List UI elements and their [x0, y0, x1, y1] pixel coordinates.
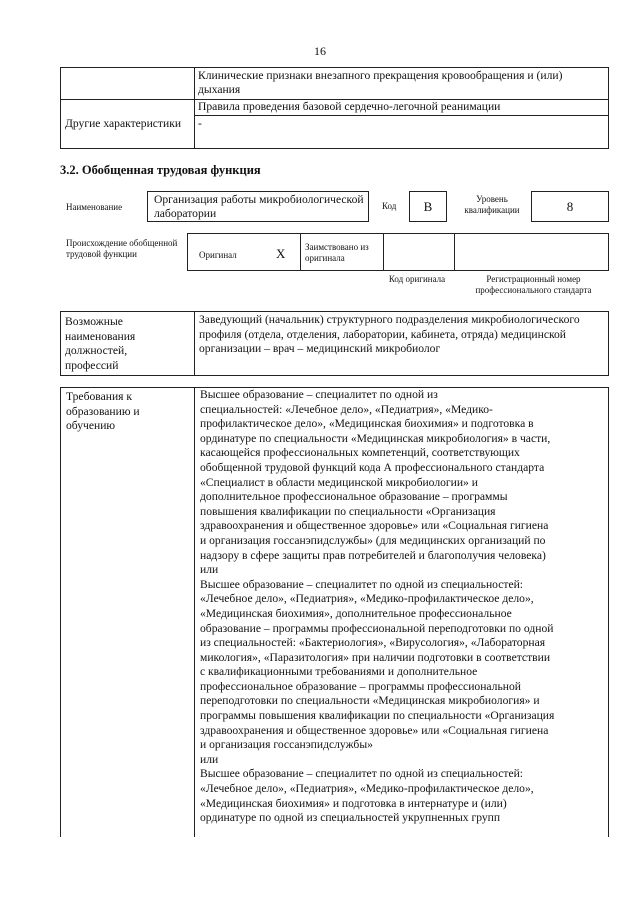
positions-label: Возможные наименования должностей, профессий — [65, 315, 136, 372]
borrowed-label: Заимствовано из оригинала — [305, 242, 369, 263]
education-line: здравоохранения и общественное здоровье» или «Социальная гигиена — [200, 723, 549, 737]
education-line: обобщенной трудовой функций кода А профессионального стандарта — [200, 460, 545, 474]
education-line: «Лечебное дело», «Педиатрия», «Медико-профилактическое дело», — [200, 782, 534, 796]
education-line: повышения квалификации по специальности «Организация — [200, 504, 496, 518]
education-line: Высшее образование – специалитет по одной из — [200, 388, 438, 401]
education-line: или — [200, 752, 219, 766]
origin-label: Происхождение обобщенной трудовой функции — [66, 238, 178, 259]
section-title: 3.2. Обобщенная трудовая функция — [60, 163, 261, 177]
level-label: Уровень квалификации — [464, 194, 520, 215]
education-line: образование – программы профессиональной переподготовки по одной — [200, 621, 554, 635]
page-number: 16 — [314, 44, 326, 58]
education-line: ординатуре по специальности «Медицинская микробиология» в части, — [200, 431, 551, 445]
education-line: Высшее образование – специалитет по одной из специальностей: — [200, 577, 524, 591]
education-line: дополнительное профессиональное образование – программы — [200, 490, 508, 504]
education-line: «Медицинская биохимия» и подготовка в интернатуре и (или) — [200, 796, 507, 810]
education-label: Требования к образованию и обучению — [66, 390, 140, 432]
original-mark: X — [276, 246, 286, 261]
education-line: или — [200, 563, 219, 577]
education-text — [200, 388, 606, 826]
education-line: ординатуре по одной из специальностей укрупненных групп — [200, 811, 501, 825]
education-line: микология», «Паразитология» при наличии подготовки в соответствии — [200, 650, 551, 664]
code-label: Код — [382, 201, 397, 211]
top-table-row2: Правила проведения базовой сердечно-легочной реанимации — [198, 100, 501, 113]
other-characteristics-value: - — [198, 117, 202, 130]
top-table-row1: Клинические признаки внезапного прекращения кровообращения и (или) дыхания — [198, 69, 563, 96]
code-original-caption: Код оригинала — [388, 274, 446, 284]
education-line: «Специалист в области медицинской микробиологии» и — [200, 475, 478, 489]
other-characteristics-label: Другие характеристики — [65, 117, 182, 130]
top-table — [60, 67, 609, 149]
name-value: Организация работы микробиологической лаборатории — [147, 191, 369, 222]
positions-value: Заведующий (начальник) структурного подразделения микробиологического профиля (отдела, отделения, лаборатории, кабинета, отряда) медицинской организации – врач – медицинский микробиолог — [199, 313, 580, 355]
education-line: специальностей: «Лечебное дело», «Педиатрия», «Медико- — [200, 402, 493, 416]
reg-number-caption: Регистрационный номер профессионального стандарта — [475, 274, 592, 295]
education-table — [60, 387, 609, 837]
positions-table — [60, 311, 609, 376]
original-label: Оригинал — [199, 250, 237, 260]
education-line: здравоохранения и общественное здоровье» или «Социальная гигиена — [200, 519, 549, 533]
education-line: профилактическое дело», «Медицинская биохимия» и подготовка в — [200, 417, 534, 431]
education-line: «Медицинская биохимия», дополнительное профессиональное — [200, 606, 512, 620]
code-value: B — [409, 191, 447, 222]
education-line: из специальностей: «Бактериология», «Вирусология», «Лабораторная — [200, 636, 546, 650]
education-line: и организация госсанэпидслужбы» (для медицинских организаций по — [200, 533, 546, 547]
education-line: с квалификационными требованиями и дополнительное — [200, 665, 478, 679]
education-line: «Лечебное дело», «Педиатрия», «Медико-профилактическое дело», — [200, 592, 534, 606]
level-value: 8 — [531, 191, 609, 222]
education-line: касающейся профессиональных компетенций, соответствующих — [200, 446, 520, 460]
name-label: Наименование — [66, 202, 123, 212]
education-line: профессиональное образование – программы профессиональной — [200, 679, 521, 693]
education-line: надзору в сфере защиты прав потребителей и благополучия человека) — [200, 548, 546, 562]
education-line: переподготовки по специальности «Медицинская микробиология» и — [200, 694, 540, 708]
education-line: Высшее образование – специалитет по одной из специальностей: — [200, 767, 524, 781]
education-line: и организация госсанэпидслужбы» — [200, 738, 373, 752]
education-line: программы повышения квалификации по специальности «Организация — [200, 709, 555, 723]
